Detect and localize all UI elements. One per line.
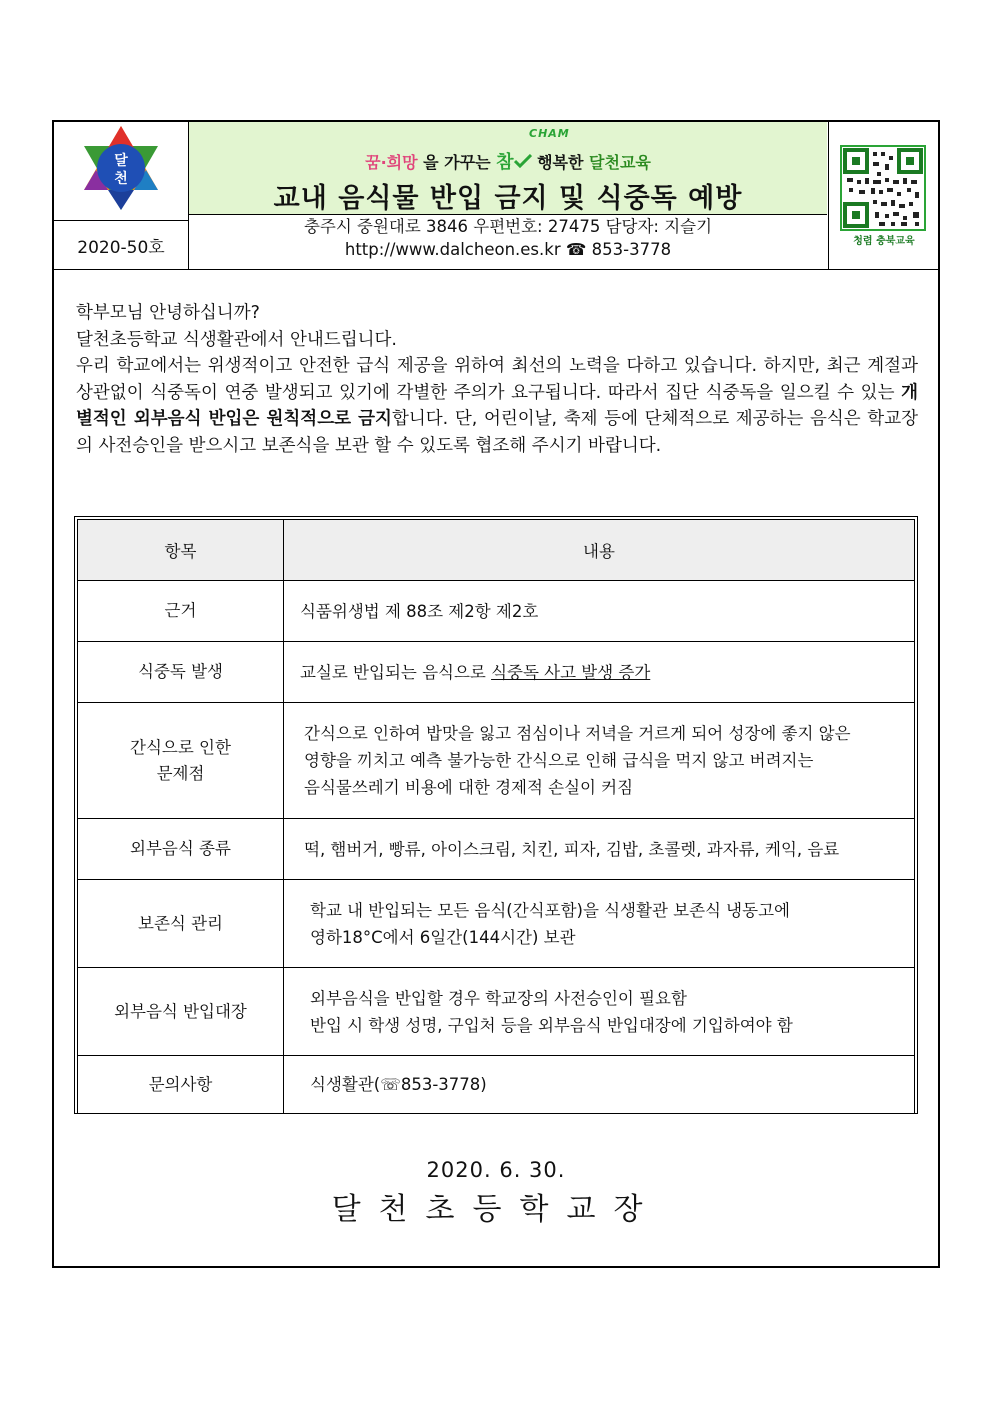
slogan-part: 을 가꾸는 xyxy=(417,153,497,172)
table-row xyxy=(78,880,915,968)
intro-text xyxy=(76,300,918,459)
table-row xyxy=(78,968,915,1056)
logo-text-bottom: 천 xyxy=(114,171,128,187)
row-key-line: 간식으로 인한 xyxy=(130,737,231,757)
row-value: 식생활관(☏853-3778) xyxy=(284,1056,915,1114)
info-table xyxy=(77,519,915,1114)
issue-number: 2020-50호 xyxy=(54,221,189,269)
letter-header xyxy=(54,122,938,270)
row-value-line: 간식으로 인하여 밥맛을 잃고 점심이나 저녁을 거르게 되어 성장에 좋지 않은 xyxy=(304,724,851,743)
table-row xyxy=(78,819,915,880)
row-key: 문의사항 xyxy=(78,1056,284,1114)
row-value: 식품위생법 제 88조 제2항 제2호 xyxy=(284,581,915,642)
intro-paragraph-a: 우리 학교에서는 위생적이고 안전한 급식 제공을 위하여 최선의 노력을 다하고 있습니다. 하지만, 최근 계절과 상관없이 식중독이 연중 발생되고 있기에 각별한 주의가 요구됩니다. 따라서 집단 식중독을 일으킬 수 있는 xyxy=(76,356,918,403)
slogan-dream-hope: 꿈·희망 xyxy=(365,153,418,172)
slogan-cham: 참 xyxy=(496,152,514,173)
table-row xyxy=(78,581,915,642)
greeting: 학부모님 안녕하십니까? xyxy=(76,303,260,323)
info-table-wrap xyxy=(74,516,918,1114)
school-logo-cell xyxy=(54,122,189,221)
slogan-happy: 행복한 xyxy=(531,153,590,172)
intro-source: 달천초등학교 식생활관에서 안내드립니다. xyxy=(76,329,397,350)
row-key xyxy=(78,703,284,819)
intro-paragraph-b: 합니다. 단, 어린이날, 축제 등에 단체적으로 제공하는 음식은 학교장의 사전승인을 받으시고 보존식을 보관 할 수 있도록 협조해 주시기 바랍니다. xyxy=(76,409,918,456)
row-key: 식중독 발생 xyxy=(78,642,284,703)
check-mark-icon xyxy=(514,154,532,168)
row-key: 외부음식 반입대장 xyxy=(78,968,284,1056)
row-value-line: 반입 시 학생 성명, 구입처 등을 외부음식 반입대장에 기입하여야 함 xyxy=(310,1015,793,1035)
signature: 달천초등학교장 xyxy=(331,1192,661,1227)
school-logo-icon xyxy=(54,122,188,220)
intro-paragraph xyxy=(76,353,918,459)
website-line: http://www.dalcheon.es.kr ☎ 853-3778 xyxy=(344,240,672,259)
row-value xyxy=(284,642,915,703)
row-value-line: 영향을 끼치고 예측 불가능한 간식으로 인해 급식을 먹지 않고 버려지는 xyxy=(304,751,814,770)
issue-date: 2020. 6. 30. xyxy=(426,1158,566,1182)
table-row xyxy=(78,703,915,819)
logo-text-top: 달 xyxy=(114,153,128,169)
address-line: 충주시 중원대로 3846 우편번호: 27475 담당자: 지슬기 xyxy=(303,217,713,236)
row-value: 떡, 햄버거, 빵류, 아이스크림, 치킨, 피자, 김밥, 초콜렛, 과자류, 케익, 음료 xyxy=(284,819,915,880)
header-item: 항목 xyxy=(78,520,284,581)
intro-paragraph-bold: 개별적인 외부음식 반입은 원칙적으로 금지 xyxy=(76,382,918,429)
row-key: 보존식 관리 xyxy=(78,880,284,968)
row-value-text: 교실로 반입되는 음식으로 xyxy=(300,662,492,682)
row-value-line: 외부음식을 반입할 경우 학교장의 사전승인이 필요함 xyxy=(310,988,687,1008)
row-value-line: 학교 내 반입되는 모든 음식(간식포함)을 식생활관 보존식 냉동고에 xyxy=(310,900,790,920)
row-key-line: 문제점 xyxy=(156,763,205,783)
row-key: 외부음식 종류 xyxy=(78,819,284,880)
row-value xyxy=(284,968,915,1056)
address-block xyxy=(189,215,827,269)
qr-cell xyxy=(828,122,939,269)
row-key: 근거 xyxy=(78,581,284,642)
row-value xyxy=(284,703,915,819)
row-value-line: 영하18°C에서 6일간(144시간) 보관 xyxy=(310,927,576,947)
row-value-line: 음식물쓰레기 비용에 대한 경제적 손실이 커짐 xyxy=(304,778,634,797)
row-value xyxy=(284,880,915,968)
table-header-row xyxy=(78,520,915,581)
slogan-dalcheon: 달천교육 xyxy=(589,153,651,172)
page-title: 교내 음식물 반입 금지 및 식중독 예방 xyxy=(273,183,743,214)
cham-tag: CHAM xyxy=(529,127,570,140)
table-row xyxy=(78,642,915,703)
title-banner xyxy=(189,122,827,215)
qr-code-icon xyxy=(829,122,939,269)
slogan xyxy=(189,148,827,174)
header-content: 내용 xyxy=(284,520,915,581)
qr-caption: 청렴 충북교육 xyxy=(853,236,915,247)
table-row xyxy=(78,1056,915,1114)
row-value-underlined: 식중독 사고 발생 증가 xyxy=(491,662,651,682)
